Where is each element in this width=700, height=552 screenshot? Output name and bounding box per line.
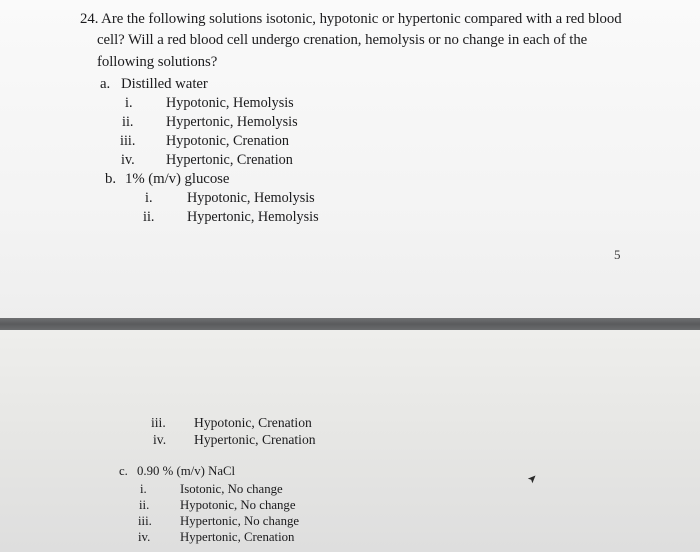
cursor-arrow-icon [527,475,536,484]
part-b-option-text: Hypotonic, Hemolysis [187,190,315,206]
part-b-option-number: iv. [153,432,167,447]
question-line-1: 24. Are the following solutions isotonic, hypotonic or hypertonic compared with a red blood [80,11,622,27]
part-b-option-number: i. [145,190,153,206]
part-b-option-text: Hypertonic, Crenation [194,432,316,447]
part-c-option-number: i. [140,482,147,496]
part-b-title: 1% (m/v) glucose [125,171,230,187]
part-a-title: Distilled water [121,76,208,92]
part-a-option-number: ii. [122,114,134,130]
part-c-label: c. [119,464,128,478]
part-a-option-text: Hypotonic, Crenation [166,133,289,149]
part-b-label: b. [105,171,116,187]
question-line-2: cell? Will a red blood cell undergo crenation, hemolysis or no change in each of the [97,32,588,48]
part-c-option-number: ii. [139,498,150,512]
part-c-option-text: Isotonic, No change [180,482,283,496]
part-a-option-text: Hypotonic, Hemolysis [166,95,294,111]
part-b-option-number: iii. [151,415,166,430]
part-c-option-text: Hypertonic, No change [180,514,300,528]
question-line-3: following solutions? [97,54,218,70]
part-a-option-text: Hypertonic, Crenation [166,152,293,168]
part-a-option-number: iii. [120,133,136,149]
part-c-option-number: iii. [138,514,152,528]
part-b-option-text: Hypertonic, Hemolysis [187,209,319,225]
part-c-option-text: Hypotonic, No change [180,498,296,512]
part-b-option-number: ii. [143,209,155,225]
page-number: 5 [614,247,621,262]
part-a-option-number: i. [125,95,133,111]
page-divider [0,318,700,330]
part-a-label: a. [100,76,111,92]
part-c-option-number: iv. [138,530,151,544]
part-b-option-text: Hypotonic, Crenation [194,415,312,430]
document-page-bottom [0,330,700,552]
part-a-option-text: Hypertonic, Hemolysis [166,114,298,130]
part-c-title: 0.90 % (m/v) NaCl [137,464,236,478]
part-c-option-text: Hypertonic, Crenation [180,530,295,544]
part-a-option-number: iv. [121,152,135,168]
